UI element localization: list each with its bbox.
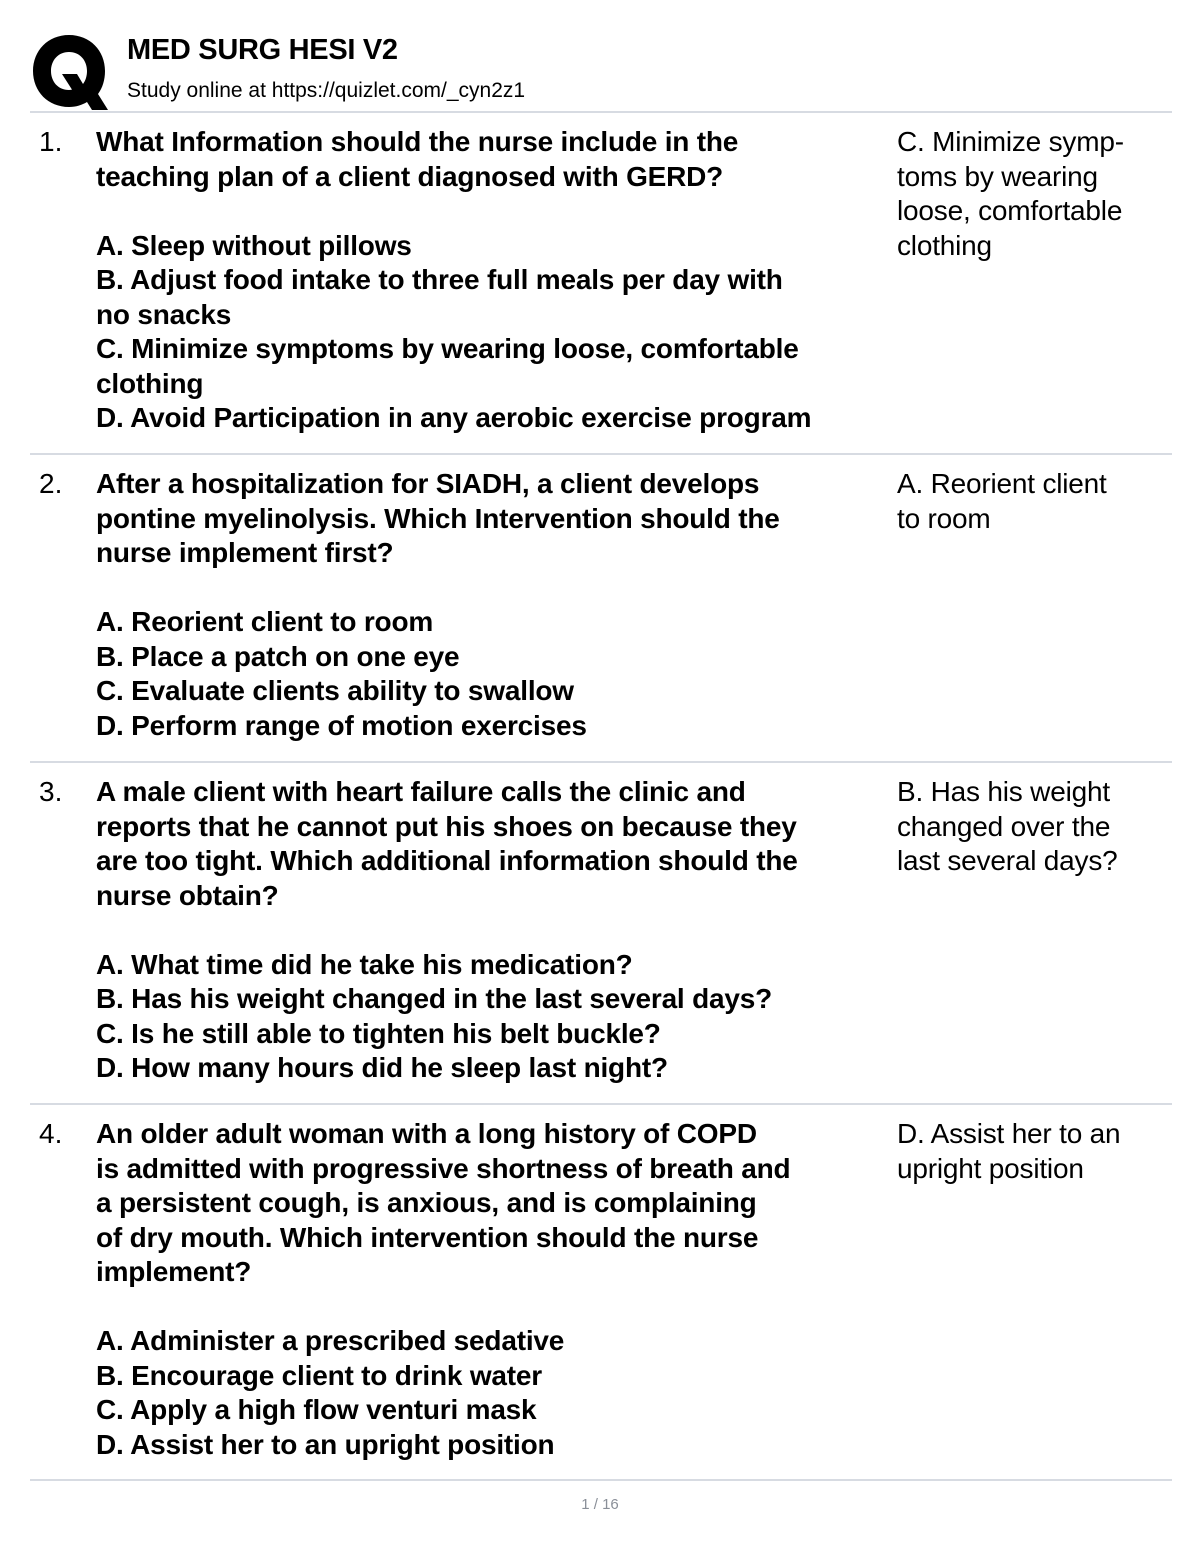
question-line: After a hospitalization for SIADH, a client develops [96, 468, 760, 499]
answer-options [96, 948, 896, 1086]
option-line: D. Assist her to an upright position [96, 1428, 555, 1460]
question-number: 2. [39, 468, 63, 499]
divider [30, 1479, 1172, 1481]
option-line: A. Administer a prescribed sedative [96, 1325, 565, 1356]
question-line: teaching plan of a client diagnosed with GERD? [96, 160, 724, 192]
answer-line: B. Has his weight [897, 776, 1110, 807]
page-header [30, 30, 1172, 110]
answer-line: D. Assist her to an [897, 1118, 1121, 1149]
option-line: no snacks [96, 298, 232, 330]
divider [30, 761, 1172, 763]
question-line: pontine myelinolysis. Which Intervention should the [96, 502, 780, 534]
option-line: C. Apply a high flow venturi mask [96, 1394, 537, 1425]
question-text [96, 467, 896, 743]
option-line: D. Perform range of motion exercises [96, 709, 587, 741]
question-line: implement? [96, 1256, 252, 1287]
study-online-link-text[interactable]: Study online at https://quizlet.com/_cyn2z1 [127, 79, 526, 102]
question-line: is admitted with progressive shortness of breath and [96, 1152, 791, 1184]
question-line: A male client with heart failure calls the clinic and [96, 776, 746, 807]
option-line: B. Place a patch on one eye [96, 640, 460, 672]
answer-text [897, 467, 1172, 536]
answer-text [897, 1117, 1172, 1186]
question-number: 3. [39, 776, 63, 807]
question-line: are too tight. Which additional information should the [96, 845, 798, 876]
page-indicator: 1 / 16 [581, 1496, 619, 1513]
option-line: A. Reorient client to room [96, 606, 434, 637]
question-line: of dry mouth. Which intervention should the nurse [96, 1221, 759, 1253]
option-line: A. What time did he take his medication? [96, 948, 633, 980]
answer-options [96, 229, 896, 436]
option-line: B. Has his weight changed in the last several days? [96, 983, 773, 1014]
answer-options [96, 1324, 896, 1462]
answer-line: loose, comfortable [897, 195, 1123, 226]
quizlet-q-logo-icon [30, 32, 108, 110]
question-line: reports that he cannot put his shoes on because they [96, 810, 797, 842]
divider [30, 453, 1172, 455]
option-line: C. Minimize symptoms by wearing loose, comfortable [96, 333, 799, 364]
option-line: A. Sleep without pillows [96, 229, 412, 261]
question-number: 4. [39, 1118, 63, 1149]
divider [30, 111, 1172, 113]
answer-line: to room [897, 502, 991, 534]
answer-line: clothing [897, 229, 992, 261]
answer-line: last several days? [897, 845, 1118, 876]
option-line: B. Adjust food intake to three full meals per day with [96, 264, 783, 295]
divider [30, 1103, 1172, 1105]
answer-text [897, 125, 1172, 263]
answer-options [96, 605, 896, 743]
question-line: a persistent cough, is anxious, and is complaining [96, 1187, 757, 1218]
question-text [96, 125, 896, 436]
option-line: D. Avoid Participation in any aerobic exercise program [96, 402, 812, 433]
question-text [96, 775, 896, 1086]
answer-line: toms by wearing [897, 160, 1098, 192]
option-line: C. Evaluate clients ability to swallow [96, 675, 574, 706]
question-line: nurse obtain? [96, 879, 279, 911]
answer-line: upright position [897, 1152, 1084, 1184]
answer-line: changed over the [897, 810, 1111, 842]
question-text [96, 1117, 896, 1462]
answer-line: A. Reorient client [897, 468, 1107, 499]
option-line: clothing [96, 367, 204, 399]
question-number: 1. [39, 126, 63, 157]
answer-text [897, 775, 1172, 879]
option-line: D. How many hours did he sleep last night? [96, 1052, 668, 1083]
answer-line: C. Minimize symp- [897, 126, 1124, 157]
document-title: MED SURG HESI V2 [127, 34, 398, 66]
question-line: An older adult woman with a long history of COPD [96, 1118, 757, 1149]
option-line: C. Is he still able to tighten his belt buckle? [96, 1017, 661, 1049]
question-line: What Information should the nurse include in the [96, 126, 739, 157]
option-line: B. Encourage client to drink water [96, 1359, 542, 1391]
question-line: nurse implement first? [96, 537, 394, 568]
